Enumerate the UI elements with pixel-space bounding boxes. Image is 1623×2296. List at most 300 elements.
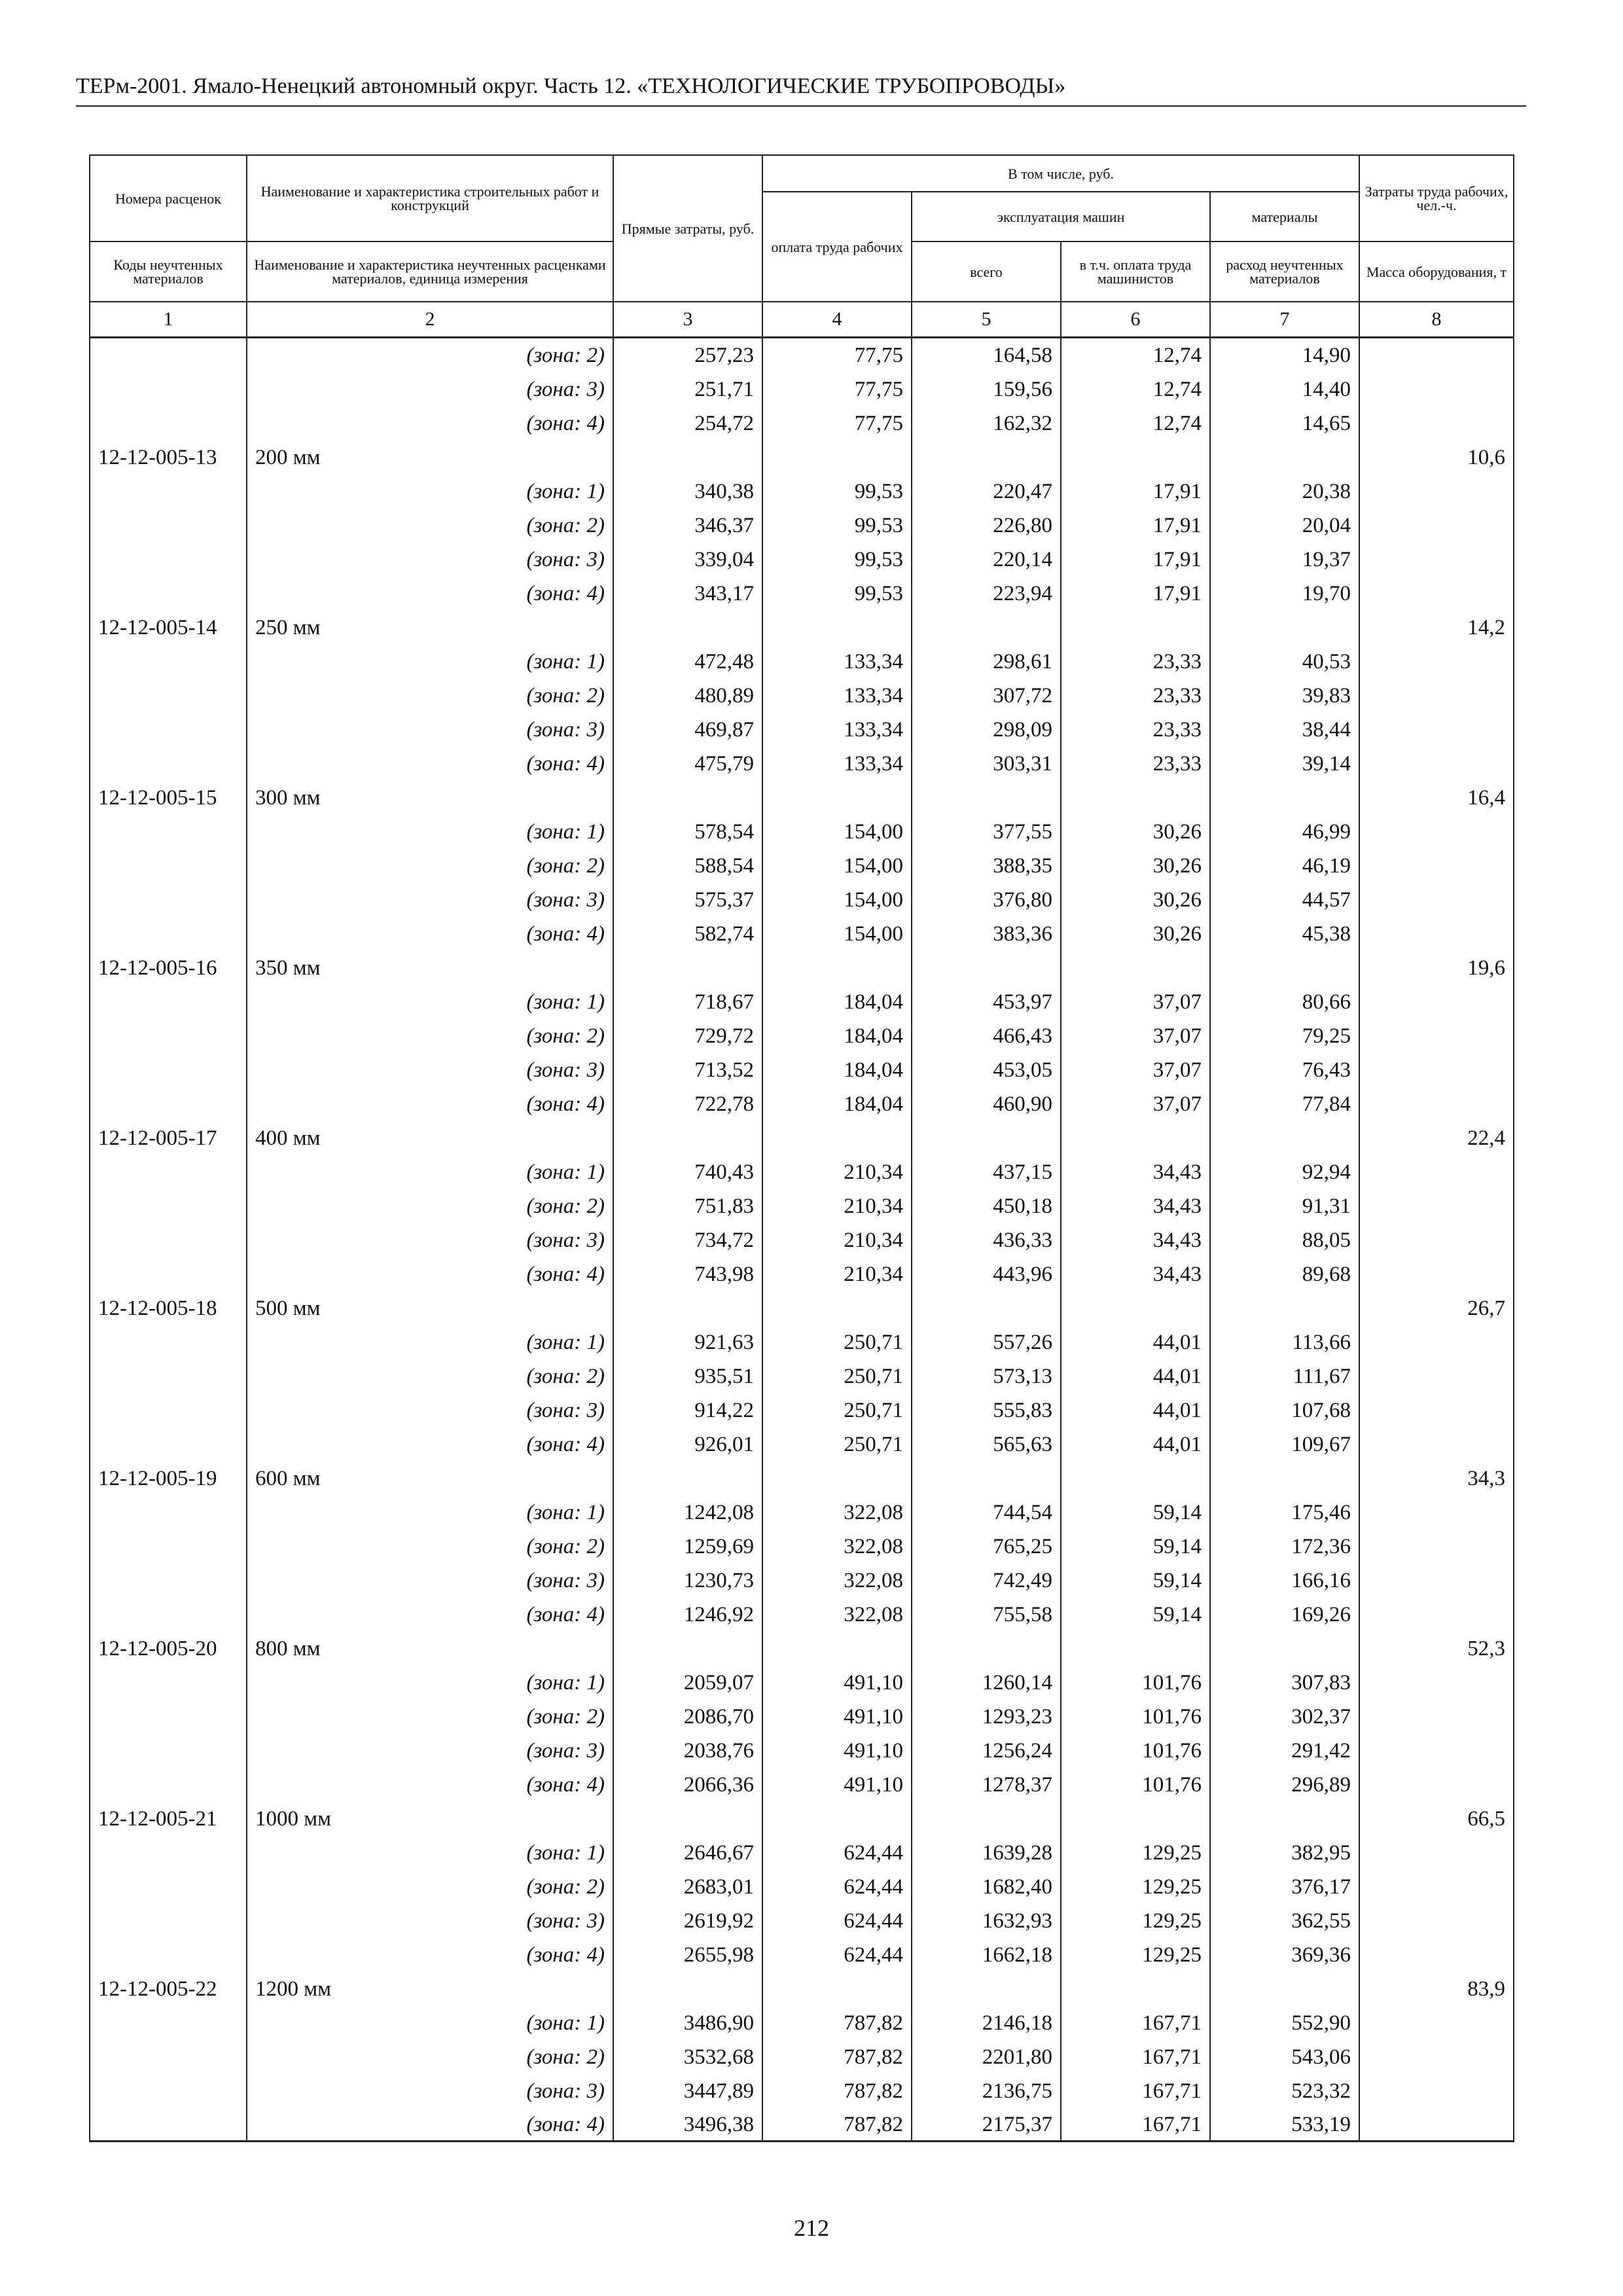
- empty-cell: [90, 1222, 247, 1256]
- operator-pay-value: 12,74: [1061, 371, 1210, 405]
- header-equipment-mass: Масса оборудования, т: [1359, 242, 1514, 302]
- empty-cell: [1359, 507, 1514, 541]
- empty-cell: [90, 2005, 247, 2039]
- worker-pay-value: 624,44: [762, 1903, 912, 1937]
- empty-cell: [912, 1120, 1061, 1154]
- empty-cell: [1359, 575, 1514, 609]
- empty-cell: [90, 405, 247, 439]
- empty-cell: [1359, 371, 1514, 405]
- operator-pay-value: 129,25: [1061, 1869, 1210, 1903]
- machine-total-value: 164,58: [912, 337, 1061, 371]
- operator-pay-value: 101,76: [1061, 1732, 1210, 1767]
- equipment-mass: 66,5: [1359, 1801, 1514, 1835]
- worker-pay-value: 99,53: [762, 473, 912, 507]
- empty-cell: [1359, 1358, 1514, 1392]
- materials-consumption-value: 40,53: [1210, 643, 1359, 677]
- worker-pay-value: 322,08: [762, 1494, 912, 1528]
- empty-cell: [1359, 1222, 1514, 1256]
- zone-label: (зона: 4): [247, 2107, 613, 2141]
- zone-row: [90, 1358, 1514, 1392]
- empty-cell: [1359, 1698, 1514, 1732]
- zone-label: (зона: 3): [247, 882, 613, 916]
- header-machine-operation: эксплуатация машин: [912, 192, 1210, 242]
- machine-total-value: 744,54: [912, 1494, 1061, 1528]
- equipment-mass: 22,4: [1359, 1120, 1514, 1154]
- equipment-mass: 16,4: [1359, 780, 1514, 814]
- zone-row: [90, 984, 1514, 1018]
- direct-costs-value: 729,72: [613, 1018, 762, 1052]
- zone-label: (зона: 1): [247, 1664, 613, 1698]
- machine-total-value: 1639,28: [912, 1835, 1061, 1869]
- empty-cell: [90, 337, 247, 371]
- rate-code: 12-12-005-16: [90, 950, 247, 984]
- machine-total-value: 450,18: [912, 1188, 1061, 1222]
- empty-cell: [90, 1392, 247, 1426]
- zone-row: [90, 2107, 1514, 2141]
- empty-cell: [1359, 2039, 1514, 2073]
- empty-cell: [1359, 1937, 1514, 1971]
- zone-row: [90, 1732, 1514, 1767]
- zone-row: [90, 2039, 1514, 2073]
- empty-cell: [1359, 848, 1514, 882]
- zone-label: (зона: 2): [247, 1698, 613, 1732]
- column-number: 8: [1359, 302, 1514, 337]
- machine-total-value: 436,33: [912, 1222, 1061, 1256]
- zone-label: (зона: 3): [247, 1392, 613, 1426]
- empty-cell: [1359, 1324, 1514, 1358]
- zone-row: [90, 916, 1514, 950]
- operator-pay-value: 30,26: [1061, 882, 1210, 916]
- empty-cell: [90, 1018, 247, 1052]
- zone-label: (зона: 2): [247, 677, 613, 711]
- column-number: 7: [1210, 302, 1359, 337]
- operator-pay-value: 34,43: [1061, 1154, 1210, 1188]
- empty-cell: [1359, 1562, 1514, 1596]
- page-number: 212: [794, 2215, 829, 2241]
- zone-label: (зона: 3): [247, 1732, 613, 1767]
- worker-pay-value: 133,34: [762, 677, 912, 711]
- materials-consumption-value: 172,36: [1210, 1528, 1359, 1562]
- operator-pay-value: 167,71: [1061, 2107, 1210, 2141]
- materials-consumption-value: 80,66: [1210, 984, 1359, 1018]
- empty-cell: [762, 780, 912, 814]
- direct-costs-value: 2059,07: [613, 1664, 762, 1698]
- worker-pay-value: 154,00: [762, 882, 912, 916]
- operator-pay-value: 23,33: [1061, 711, 1210, 745]
- worker-pay-value: 99,53: [762, 507, 912, 541]
- empty-cell: [90, 1903, 247, 1937]
- direct-costs-value: 921,63: [613, 1324, 762, 1358]
- empty-cell: [1210, 1290, 1359, 1324]
- empty-cell: [90, 1596, 247, 1630]
- zone-label: (зона: 1): [247, 1324, 613, 1358]
- empty-cell: [90, 882, 247, 916]
- empty-cell: [90, 2073, 247, 2107]
- direct-costs-value: 251,71: [613, 371, 762, 405]
- zone-label: (зона: 4): [247, 1767, 613, 1801]
- empty-cell: [613, 1120, 762, 1154]
- machine-total-value: 1256,24: [912, 1732, 1061, 1767]
- direct-costs-value: 582,74: [613, 916, 762, 950]
- machine-total-value: 555,83: [912, 1392, 1061, 1426]
- machine-total-value: 453,05: [912, 1052, 1061, 1086]
- zone-label: (зона: 4): [247, 1426, 613, 1460]
- equipment-mass: 26,7: [1359, 1290, 1514, 1324]
- zone-label: (зона: 1): [247, 2005, 613, 2039]
- direct-costs-value: 578,54: [613, 814, 762, 848]
- zone-row: [90, 1596, 1514, 1630]
- empty-cell: [762, 609, 912, 643]
- materials-consumption-value: 46,19: [1210, 848, 1359, 882]
- operator-pay-value: 37,07: [1061, 984, 1210, 1018]
- header-labor-cost: Затраты труда рабочих, чел.-ч.: [1359, 155, 1514, 242]
- empty-cell: [1359, 916, 1514, 950]
- operator-pay-value: 101,76: [1061, 1664, 1210, 1698]
- materials-consumption-value: 39,14: [1210, 745, 1359, 780]
- operator-pay-value: 59,14: [1061, 1528, 1210, 1562]
- zone-label: (зона: 4): [247, 575, 613, 609]
- materials-consumption-value: 89,68: [1210, 1256, 1359, 1290]
- empty-cell: [1359, 1392, 1514, 1426]
- worker-pay-value: 210,34: [762, 1188, 912, 1222]
- zone-row: [90, 405, 1514, 439]
- empty-cell: [1210, 1120, 1359, 1154]
- zone-row: [90, 882, 1514, 916]
- worker-pay-value: 154,00: [762, 916, 912, 950]
- empty-cell: [1061, 439, 1210, 473]
- empty-cell: [613, 439, 762, 473]
- machine-total-value: 383,36: [912, 916, 1061, 950]
- empty-cell: [1359, 677, 1514, 711]
- worker-pay-value: 184,04: [762, 984, 912, 1018]
- column-number: 1: [90, 302, 247, 337]
- direct-costs-value: 3486,90: [613, 2005, 762, 2039]
- machine-total-value: 223,94: [912, 575, 1061, 609]
- direct-costs-value: 346,37: [613, 507, 762, 541]
- empty-cell: [613, 1460, 762, 1494]
- empty-cell: [1359, 2107, 1514, 2141]
- rate-group-row: [90, 1971, 1514, 2005]
- materials-consumption-value: 92,94: [1210, 1154, 1359, 1188]
- empty-cell: [90, 1835, 247, 1869]
- zone-label: (зона: 4): [247, 1937, 613, 1971]
- empty-cell: [1359, 337, 1514, 371]
- direct-costs-value: 914,22: [613, 1392, 762, 1426]
- direct-costs-value: 257,23: [613, 337, 762, 371]
- document-header: ТЕРм-2001. Ямало-Ненецкий автономный округ. Часть 12. «ТЕХНОЛОГИЧЕСКИЕ ТРУБОПРОВОДЫ»: [76, 74, 1066, 98]
- direct-costs-value: 3496,38: [613, 2107, 762, 2141]
- operator-pay-value: 17,91: [1061, 507, 1210, 541]
- empty-cell: [912, 439, 1061, 473]
- machine-total-value: 1662,18: [912, 1937, 1061, 1971]
- rate-group-row: [90, 1801, 1514, 1835]
- zone-row: [90, 848, 1514, 882]
- empty-cell: [912, 1801, 1061, 1835]
- operator-pay-value: 129,25: [1061, 1903, 1210, 1937]
- materials-consumption-value: 523,32: [1210, 2073, 1359, 2107]
- worker-pay-value: 624,44: [762, 1937, 912, 1971]
- operator-pay-value: 59,14: [1061, 1562, 1210, 1596]
- empty-cell: [613, 609, 762, 643]
- empty-cell: [762, 439, 912, 473]
- zone-row: [90, 575, 1514, 609]
- worker-pay-value: 184,04: [762, 1052, 912, 1086]
- empty-cell: [613, 1630, 762, 1664]
- zone-label: (зона: 2): [247, 848, 613, 882]
- header-worker-pay: оплата труда рабочих: [762, 192, 912, 302]
- header-direct-costs: Прямые затраты, руб.: [613, 155, 762, 302]
- empty-cell: [762, 950, 912, 984]
- zone-row: [90, 677, 1514, 711]
- worker-pay-value: 77,75: [762, 405, 912, 439]
- materials-consumption-value: 19,70: [1210, 575, 1359, 609]
- worker-pay-value: 210,34: [762, 1256, 912, 1290]
- empty-cell: [912, 950, 1061, 984]
- direct-costs-value: 339,04: [613, 541, 762, 575]
- empty-cell: [90, 1324, 247, 1358]
- materials-consumption-value: 14,90: [1210, 337, 1359, 371]
- rate-group-row: [90, 950, 1514, 984]
- zone-label: (зона: 3): [247, 371, 613, 405]
- zone-label: (зона: 2): [247, 1528, 613, 1562]
- zone-row: [90, 371, 1514, 405]
- empty-cell: [1359, 1188, 1514, 1222]
- pipe-size: 1200 мм: [247, 1971, 613, 2005]
- operator-pay-value: 34,43: [1061, 1222, 1210, 1256]
- materials-consumption-value: 38,44: [1210, 711, 1359, 745]
- empty-cell: [90, 1732, 247, 1767]
- empty-cell: [613, 780, 762, 814]
- operator-pay-value: 30,26: [1061, 814, 1210, 848]
- worker-pay-value: 624,44: [762, 1869, 912, 1903]
- worker-pay-value: 787,82: [762, 2005, 912, 2039]
- empty-cell: [1210, 1630, 1359, 1664]
- zone-row: [90, 1052, 1514, 1086]
- equipment-mass: 52,3: [1359, 1630, 1514, 1664]
- empty-cell: [1359, 1086, 1514, 1120]
- worker-pay-value: 210,34: [762, 1222, 912, 1256]
- empty-cell: [90, 1528, 247, 1562]
- rates-table-body: [90, 337, 1514, 2141]
- zone-label: (зона: 1): [247, 1494, 613, 1528]
- worker-pay-value: 133,34: [762, 711, 912, 745]
- materials-consumption-value: 109,67: [1210, 1426, 1359, 1460]
- column-number: 3: [613, 302, 762, 337]
- empty-cell: [1061, 1630, 1210, 1664]
- machine-total-value: 453,97: [912, 984, 1061, 1018]
- worker-pay-value: 787,82: [762, 2073, 912, 2107]
- machine-total-value: 220,14: [912, 541, 1061, 575]
- zone-row: [90, 1494, 1514, 1528]
- zone-label: (зона: 4): [247, 405, 613, 439]
- rate-code: 12-12-005-13: [90, 439, 247, 473]
- materials-consumption-value: 20,04: [1210, 507, 1359, 541]
- materials-consumption-value: 296,89: [1210, 1767, 1359, 1801]
- empty-cell: [912, 1290, 1061, 1324]
- empty-cell: [1210, 609, 1359, 643]
- materials-consumption-value: 291,42: [1210, 1732, 1359, 1767]
- operator-pay-value: 23,33: [1061, 643, 1210, 677]
- operator-pay-value: 129,25: [1061, 1937, 1210, 1971]
- empty-cell: [90, 2107, 247, 2141]
- zone-label: (зона: 2): [247, 1018, 613, 1052]
- direct-costs-value: 713,52: [613, 1052, 762, 1086]
- rate-group-row: [90, 1290, 1514, 1324]
- empty-cell: [1210, 1801, 1359, 1835]
- empty-cell: [1210, 439, 1359, 473]
- worker-pay-value: 491,10: [762, 1732, 912, 1767]
- empty-cell: [1359, 1596, 1514, 1630]
- zone-row: [90, 1562, 1514, 1596]
- pipe-size: 250 мм: [247, 609, 613, 643]
- materials-consumption-value: 46,99: [1210, 814, 1359, 848]
- machine-total-value: 1632,93: [912, 1903, 1061, 1937]
- header-work-name: Наименование и характеристика строительных работ и конструкций: [247, 155, 613, 242]
- empty-cell: [90, 848, 247, 882]
- empty-cell: [90, 1188, 247, 1222]
- materials-consumption-value: 39,83: [1210, 677, 1359, 711]
- direct-costs-value: 575,37: [613, 882, 762, 916]
- operator-pay-value: 167,71: [1061, 2005, 1210, 2039]
- operator-pay-value: 23,33: [1061, 677, 1210, 711]
- machine-total-value: 755,58: [912, 1596, 1061, 1630]
- materials-consumption-value: 376,17: [1210, 1869, 1359, 1903]
- empty-cell: [90, 507, 247, 541]
- worker-pay-value: 491,10: [762, 1767, 912, 1801]
- empty-cell: [1359, 1528, 1514, 1562]
- machine-total-value: 388,35: [912, 848, 1061, 882]
- zone-label: (зона: 3): [247, 1052, 613, 1086]
- equipment-mass: 83,9: [1359, 1971, 1514, 2005]
- zone-label: (зона: 3): [247, 711, 613, 745]
- machine-total-value: 377,55: [912, 814, 1061, 848]
- rate-group-row: [90, 609, 1514, 643]
- operator-pay-value: 37,07: [1061, 1018, 1210, 1052]
- empty-cell: [90, 1494, 247, 1528]
- materials-consumption-value: 76,43: [1210, 1052, 1359, 1086]
- header-rate-numbers: Номера расценок: [90, 155, 247, 242]
- operator-pay-value: 12,74: [1061, 337, 1210, 371]
- equipment-mass: 14,2: [1359, 609, 1514, 643]
- zone-row: [90, 473, 1514, 507]
- rates-table: [89, 154, 1514, 2142]
- direct-costs-value: 469,87: [613, 711, 762, 745]
- worker-pay-value: 322,08: [762, 1528, 912, 1562]
- machine-total-value: 1293,23: [912, 1698, 1061, 1732]
- zone-label: (зона: 4): [247, 1256, 613, 1290]
- worker-pay-value: 491,10: [762, 1698, 912, 1732]
- zone-row: [90, 2073, 1514, 2107]
- direct-costs-value: 926,01: [613, 1426, 762, 1460]
- zone-label: (зона: 1): [247, 1835, 613, 1869]
- empty-cell: [90, 1937, 247, 1971]
- empty-cell: [90, 575, 247, 609]
- worker-pay-value: 154,00: [762, 814, 912, 848]
- worker-pay-value: 787,82: [762, 2107, 912, 2141]
- operator-pay-value: 12,74: [1061, 405, 1210, 439]
- empty-cell: [762, 1460, 912, 1494]
- worker-pay-value: 210,34: [762, 1154, 912, 1188]
- empty-cell: [1359, 473, 1514, 507]
- zone-label: (зона: 1): [247, 473, 613, 507]
- direct-costs-value: 3532,68: [613, 2039, 762, 2073]
- worker-pay-value: 250,71: [762, 1324, 912, 1358]
- empty-cell: [1359, 541, 1514, 575]
- operator-pay-value: 34,43: [1061, 1256, 1210, 1290]
- empty-cell: [1359, 984, 1514, 1018]
- header-unaccounted-materials: расход неучтенных материалов: [1210, 242, 1359, 302]
- direct-costs-value: 2655,98: [613, 1937, 762, 1971]
- empty-cell: [1359, 1052, 1514, 1086]
- worker-pay-value: 250,71: [762, 1426, 912, 1460]
- zone-row: [90, 1018, 1514, 1052]
- empty-cell: [90, 2039, 247, 2073]
- empty-cell: [1061, 1290, 1210, 1324]
- worker-pay-value: 154,00: [762, 848, 912, 882]
- zone-label: (зона: 2): [247, 507, 613, 541]
- worker-pay-value: 77,75: [762, 337, 912, 371]
- zone-row: [90, 1222, 1514, 1256]
- machine-total-value: 765,25: [912, 1528, 1061, 1562]
- operator-pay-value: 44,01: [1061, 1324, 1210, 1358]
- empty-cell: [613, 1801, 762, 1835]
- rate-group-row: [90, 1460, 1514, 1494]
- machine-total-value: 443,96: [912, 1256, 1061, 1290]
- machine-total-value: 220,47: [912, 473, 1061, 507]
- materials-consumption-value: 382,95: [1210, 1835, 1359, 1869]
- empty-cell: [1210, 1971, 1359, 2005]
- direct-costs-value: 2066,36: [613, 1767, 762, 1801]
- machine-total-value: 2146,18: [912, 2005, 1061, 2039]
- pipe-size: 600 мм: [247, 1460, 613, 1494]
- direct-costs-value: 743,98: [613, 1256, 762, 1290]
- rate-code: 12-12-005-15: [90, 780, 247, 814]
- materials-consumption-value: 19,37: [1210, 541, 1359, 575]
- pipe-size: 400 мм: [247, 1120, 613, 1154]
- machine-total-value: 1278,37: [912, 1767, 1061, 1801]
- rate-code: 12-12-005-22: [90, 1971, 247, 2005]
- empty-cell: [90, 371, 247, 405]
- equipment-mass: 34,3: [1359, 1460, 1514, 1494]
- machine-total-value: 307,72: [912, 677, 1061, 711]
- empty-cell: [762, 1290, 912, 1324]
- empty-cell: [1210, 780, 1359, 814]
- empty-cell: [90, 1869, 247, 1903]
- empty-cell: [90, 473, 247, 507]
- empty-cell: [1061, 950, 1210, 984]
- column-number: 6: [1061, 302, 1210, 337]
- empty-cell: [613, 950, 762, 984]
- rate-code: 12-12-005-18: [90, 1290, 247, 1324]
- empty-cell: [1359, 405, 1514, 439]
- direct-costs-value: 740,43: [613, 1154, 762, 1188]
- direct-costs-value: 2038,76: [613, 1732, 762, 1767]
- machine-total-value: 376,80: [912, 882, 1061, 916]
- zone-label: (зона: 3): [247, 541, 613, 575]
- machine-total-value: 437,15: [912, 1154, 1061, 1188]
- machine-total-value: 565,63: [912, 1426, 1061, 1460]
- zone-label: (зона: 4): [247, 916, 613, 950]
- empty-cell: [762, 1120, 912, 1154]
- zone-label: (зона: 3): [247, 2073, 613, 2107]
- operator-pay-value: 44,01: [1061, 1392, 1210, 1426]
- pipe-size: 200 мм: [247, 439, 613, 473]
- machine-total-value: 460,90: [912, 1086, 1061, 1120]
- worker-pay-value: 184,04: [762, 1086, 912, 1120]
- empty-cell: [1359, 1426, 1514, 1460]
- empty-cell: [912, 1460, 1061, 1494]
- direct-costs-value: 254,72: [613, 405, 762, 439]
